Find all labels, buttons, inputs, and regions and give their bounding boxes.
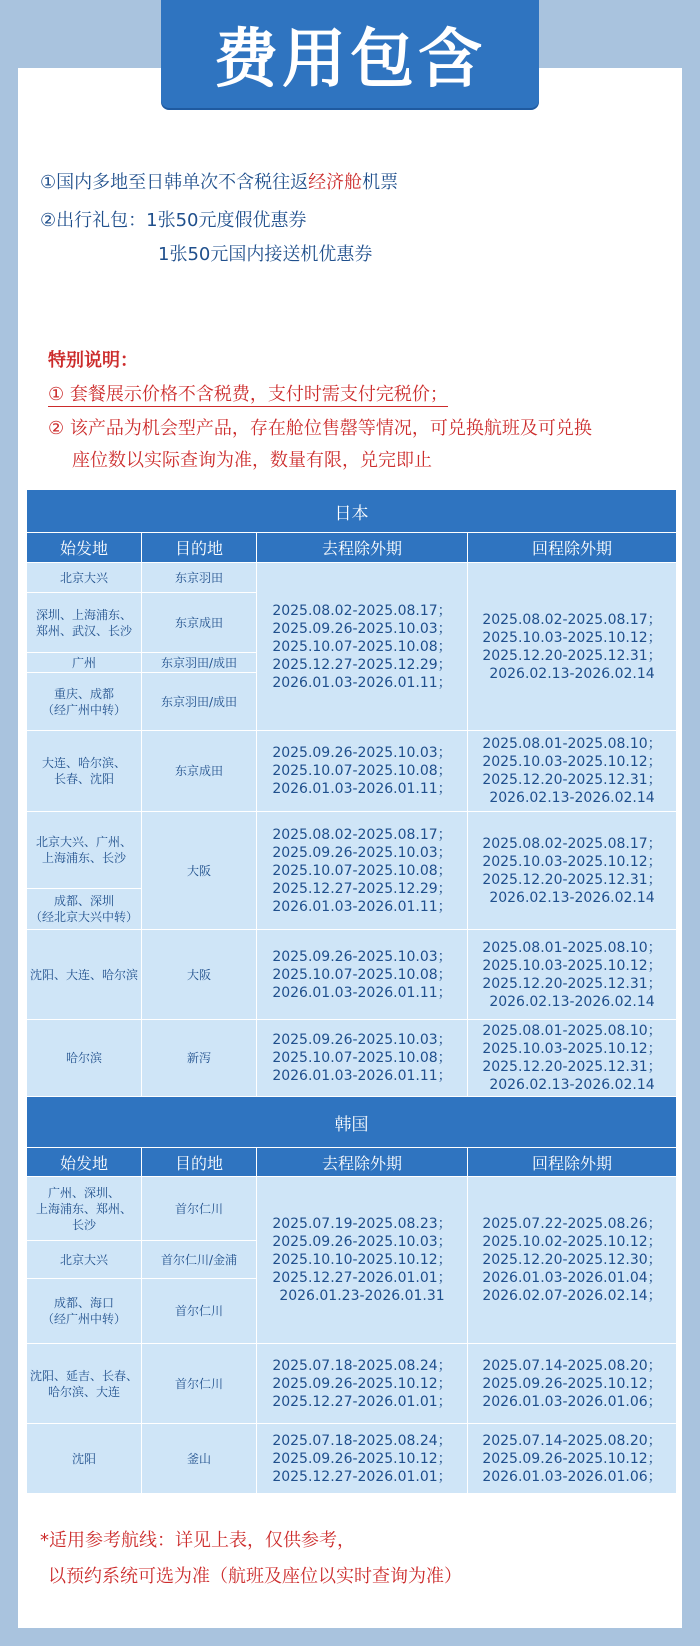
return-cell: 2025.08.01-2025.08.10； 2025.10.03-2025.10.12； 2025.12.20-2025.12.31； 2026.02.13-2026.02.14 [468, 731, 677, 812]
destination-cell: 东京成田 [142, 593, 257, 653]
header-outbound: 去程除外期 [257, 1148, 468, 1177]
japan-section-title: 日本 [27, 490, 677, 533]
include-item-2: ②出行礼包：1张50元度假优惠券 [40, 210, 307, 231]
destination-cell: 大阪 [142, 812, 257, 930]
footer-note-line-2: 以预约系统可选为准（航班及座位以实时查询为准） [48, 1566, 462, 1587]
origin-cell: 大连、哈尔滨、 长春、沈阳 [27, 731, 142, 812]
return-cell: 2025.08.02-2025.08.17； 2025.10.03-2025.10.12； 2025.12.20-2025.12.31； 2026.02.13-2026.02.14 [468, 563, 677, 731]
outbound-cell: 2025.09.26-2025.10.03； 2025.10.07-2025.10.08； 2026.01.03-2026.01.11； [257, 731, 468, 812]
outbound-cell: 2025.08.02-2025.08.17； 2025.09.26-2025.10.03； 2025.10.07-2025.10.08； 2025.12.27-2025.12.29； 2026.01.03-2026.01.11； [257, 563, 468, 731]
table-row [27, 563, 677, 593]
destination-cell: 东京羽田/成田 [142, 673, 257, 731]
header-origin: 始发地 [27, 533, 142, 563]
table-row [27, 1344, 677, 1424]
table-row [27, 812, 677, 889]
include-item-1-suffix: 机票 [362, 172, 399, 193]
destination-cell: 东京成田 [142, 731, 257, 812]
japan-table [26, 489, 677, 1097]
outbound-cell: 2025.07.19-2025.08.23； 2025.09.26-2025.10.03； 2025.10.10-2025.10.12； 2025.12.27-2026.01.01； 2026.01.23-2026.01.31 [257, 1177, 468, 1344]
origin-cell: 广州、深圳、 上海浦东、郑州、 长沙 [27, 1177, 142, 1241]
table-row [27, 731, 677, 812]
return-cell: 2025.07.14-2025.08.20； 2025.09.26-2025.10.12； 2026.01.03-2026.01.06； [468, 1344, 677, 1424]
return-cell: 2025.08.02-2025.08.17； 2025.10.03-2025.10.12； 2025.12.20-2025.12.31； 2026.02.13-2026.02.14 [468, 812, 677, 930]
title-banner [161, 0, 539, 108]
origin-cell: 沈阳 [27, 1424, 142, 1494]
origin-cell: 成都、海口 （经广州中转） [27, 1279, 142, 1344]
origin-cell: 沈阳、大连、哈尔滨 [27, 930, 142, 1020]
destination-cell: 首尔仁川 [142, 1279, 257, 1344]
destination-cell: 首尔仁川 [142, 1344, 257, 1424]
outbound-cell: 2025.09.26-2025.10.03； 2025.10.07-2025.10.08； 2026.01.03-2026.01.11； [257, 930, 468, 1020]
outbound-cell: 2025.09.26-2025.10.03； 2025.10.07-2025.10.08； 2026.01.03-2026.01.11； [257, 1020, 468, 1097]
note-item-1-text: ① 套餐展示价格不含税费，支付时需支付完税价； [48, 384, 448, 405]
note-item-2-line-1: ② 该产品为机会型产品，存在舱位售罄等情况，可兑换航班及可兑换 [48, 418, 592, 439]
return-cell: 2025.07.22-2025.08.26； 2025.10.02-2025.10.12； 2025.12.20-2025.12.30； 2026.01.03-2026.01.04； 2026.02.07-2026.02.14； [468, 1177, 677, 1344]
return-cell: 2025.08.01-2025.08.10； 2025.10.03-2025.10.12； 2025.12.20-2025.12.31； 2026.02.13-2026.02.14 [468, 1020, 677, 1097]
destination-cell: 新泻 [142, 1020, 257, 1097]
origin-cell: 深圳、上海浦东、 郑州、武汉、长沙 [27, 593, 142, 653]
origin-cell: 北京大兴 [27, 1241, 142, 1279]
destination-cell: 大阪 [142, 930, 257, 1020]
return-cell: 2025.08.01-2025.08.10； 2025.10.03-2025.10.12； 2025.12.20-2025.12.31； 2026.02.13-2026.02.14 [468, 930, 677, 1020]
banner-title: 费用包含 [214, 23, 486, 97]
header-return: 回程除外期 [468, 533, 677, 563]
include-item-1 [40, 168, 398, 194]
header-destination: 目的地 [142, 1148, 257, 1177]
origin-cell: 重庆、成都 （经广州中转） [27, 673, 142, 731]
table-row [27, 1424, 677, 1494]
korea-section-title: 韩国 [27, 1097, 677, 1148]
origin-cell: 北京大兴、广州、 上海浦东、长沙 [27, 812, 142, 889]
return-cell: 2025.07.14-2025.08.20； 2025.09.26-2025.10.12； 2026.01.03-2026.01.06； [468, 1424, 677, 1494]
korea-table [26, 1096, 677, 1494]
notes-title: 特别说明： [48, 350, 138, 371]
destination-cell: 东京羽田 [142, 563, 257, 593]
origin-cell: 广州 [27, 653, 142, 673]
destination-cell: 东京羽田/成田 [142, 653, 257, 673]
include-item-1-highlight: 经济舱 [308, 172, 363, 193]
table-row [27, 930, 677, 1020]
destination-cell: 首尔仁川/金浦 [142, 1241, 257, 1279]
note-item-2-line-2: 座位数以实际查询为准，数量有限，兑完即止 [72, 450, 432, 471]
destination-cell: 釜山 [142, 1424, 257, 1494]
outbound-cell: 2025.07.18-2025.08.24； 2025.09.26-2025.10.12； 2025.12.27-2026.01.01； [257, 1424, 468, 1494]
header-outbound: 去程除外期 [257, 533, 468, 563]
table-row [27, 1020, 677, 1097]
origin-cell: 沈阳、延吉、长春、 哈尔滨、大连 [27, 1344, 142, 1424]
include-item-1-prefix: ①国内多地至日韩单次不含税往返 [40, 172, 309, 193]
outbound-cell: 2025.07.18-2025.08.24； 2025.09.26-2025.10.12； 2025.12.27-2026.01.01； [257, 1344, 468, 1424]
outbound-cell: 2025.08.02-2025.08.17； 2025.09.26-2025.10.03； 2025.10.07-2025.10.08； 2025.12.27-2025.12.29； 2026.01.03-2026.01.11； [257, 812, 468, 930]
include-item-3: 1张50元国内接送机优惠券 [158, 244, 373, 265]
table-row [27, 1177, 677, 1241]
origin-cell: 成都、深圳 （经北京大兴中转） [27, 889, 142, 930]
header-destination: 目的地 [142, 533, 257, 563]
footer-note-line-1: *适用参考航线：详见上表，仅供参考， [40, 1530, 355, 1551]
destination-cell: 首尔仁川 [142, 1177, 257, 1241]
origin-cell: 北京大兴 [27, 563, 142, 593]
note-item-1 [48, 380, 448, 406]
header-origin: 始发地 [27, 1148, 142, 1177]
header-return: 回程除外期 [468, 1148, 677, 1177]
origin-cell: 哈尔滨 [27, 1020, 142, 1097]
